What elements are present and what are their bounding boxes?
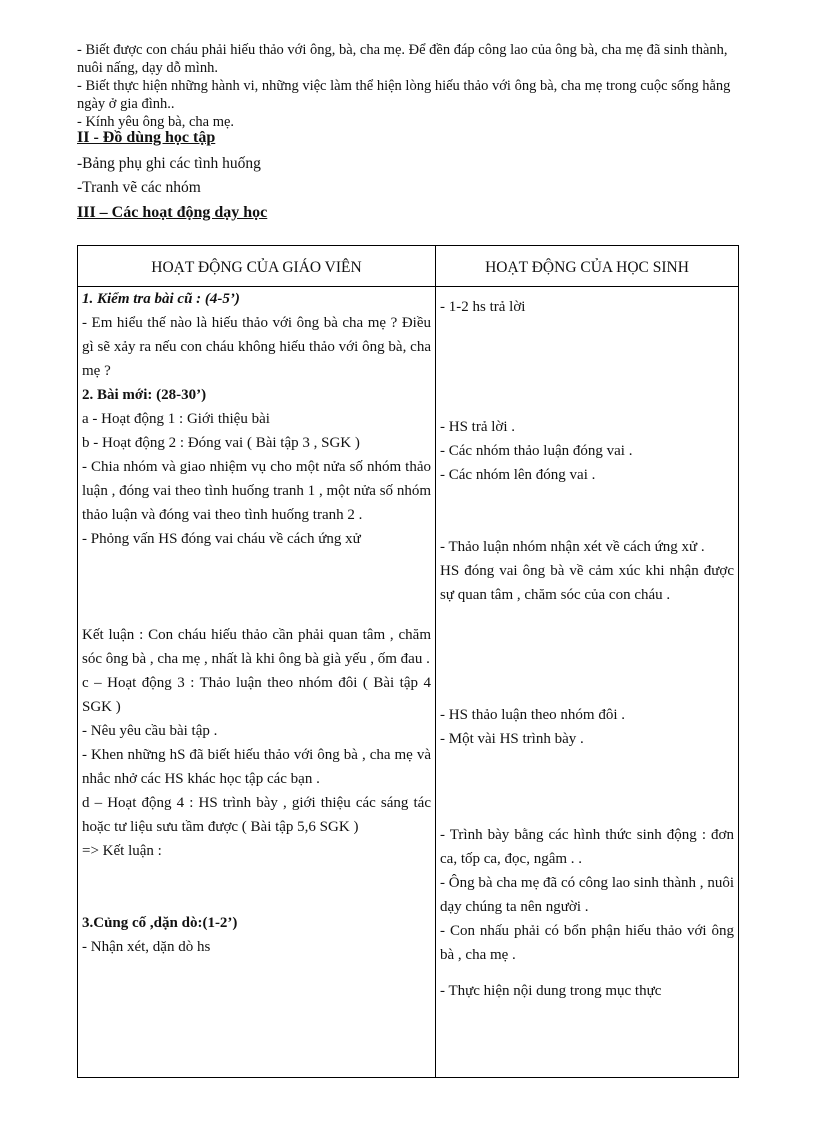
teacher-step: - Phỏng vấn HS đóng vai cháu về cách ứng xử <box>82 531 361 547</box>
student-step: - Ông bà cha mẹ đã có công lao sinh thành , nuôi dạy chúng ta nên người . <box>440 875 734 915</box>
student-step: HS đóng vai ông bà về cảm xúc khi nhận được sự quan tâm , chăm sóc của con cháu . <box>440 563 734 603</box>
teacher-step-heading: 1. Kiểm tra bài cũ : (4-5’) <box>82 291 240 307</box>
student-step: - Thảo luận nhóm nhận xét về cách ứng xử . <box>440 539 705 555</box>
teacher-step: a - Hoạt động 1 : Giới thiệu bài <box>82 411 270 427</box>
teacher-activities-cell <box>78 287 436 1078</box>
teacher-step: => Kết luận : <box>82 843 162 859</box>
teacher-step-heading: 2. Bài mới: (28-30’) <box>82 387 207 403</box>
teacher-step: - Khen những hS đã biết hiếu thảo với ông bà , cha mẹ và nhắc nhở các HS khác học tập các bạn . <box>82 747 431 787</box>
student-step: - HS trả lời . <box>440 419 516 435</box>
teacher-step-heading: 3.Củng cố ,dặn dò:(1-2’) <box>82 915 238 931</box>
spacer <box>82 863 431 911</box>
spacer <box>440 967 734 979</box>
spacer <box>440 319 734 415</box>
spacer <box>82 551 431 623</box>
student-step: - Một vài HS trình bày . <box>440 731 584 747</box>
teacher-step: c – Hoạt động 3 : Thảo luận theo nhóm đôi ( Bài tập 4 SGK ) <box>82 675 431 715</box>
table-row <box>78 287 739 1078</box>
spacer <box>440 607 734 703</box>
teacher-step: - Nhận xét, dặn dò hs <box>82 939 211 955</box>
teacher-column-header: HOẠT ĐỘNG CỦA GIÁO VIÊN <box>78 246 436 287</box>
objective-line: - Biết thực hiện những hành vi, những việc làm thể hiện lòng hiếu thảo với ông bà, cha mẹ trong cuộc sống hằng ngày ở gia đình.. <box>77 78 731 112</box>
student-step: - HS thảo luận theo nhóm đôi . <box>440 707 625 723</box>
materials-item: -Bảng phụ ghi các tình huống <box>77 155 261 172</box>
teacher-step: d – Hoạt động 4 : HS trình bày , giới thiệu các sáng tác hoặc tư liệu sưu tầm được ( Bài tập 5,6 SGK ) <box>82 795 431 835</box>
table-header-row <box>78 246 739 287</box>
objectives-text <box>77 41 742 131</box>
teacher-step: - Chia nhóm và giao nhiệm vụ cho một nửa số nhóm thảo luận , đóng vai theo tình huống tranh 1 , một nửa số nhóm thảo luận và đóng vai theo tình huống tranh 2 . <box>82 459 431 523</box>
objective-line: - Biết được con cháu phải hiếu thảo với ông, bà, cha mẹ. Để đền đáp công lao của ông bà, cha mẹ đã sinh thành, nuôi nấng, dạy dỗ mình. <box>77 42 728 76</box>
spacer <box>440 487 734 535</box>
student-column-header: HOẠT ĐỘNG CỦA HỌC SINH <box>436 246 739 287</box>
materials-item: -Tranh vẽ các nhóm <box>77 179 201 196</box>
student-activities-cell <box>436 287 739 1078</box>
teacher-step: - Nêu yêu cầu bài tập . <box>82 723 218 739</box>
section-heading-activities: III – Các hoạt động dạy học <box>77 204 268 221</box>
spacer <box>440 751 734 823</box>
student-step: - 1-2 hs trả lời <box>440 299 526 315</box>
objective-line: - Kính yêu ông bà, cha mẹ. <box>77 114 235 130</box>
section-heading-materials: II - Đồ dùng học tập <box>77 129 216 146</box>
teacher-step: Kết luận : Con cháu hiếu thảo cần phải quan tâm , chăm sóc ông bà , cha mẹ , nhất là khi ông bà già yếu , ốm đau . <box>82 627 431 667</box>
student-step: - Các nhóm thảo luận đóng vai . <box>440 443 633 459</box>
student-step: - Con nhấu phải có bổn phận hiếu thảo với ông bà , cha mẹ . <box>440 923 734 963</box>
teacher-step: - Em hiểu thế nào là hiếu thảo với ông bà cha mẹ ? Điều gì sẽ xảy ra nếu con cháu không hiếu thảo với ông bà, cha mẹ ? <box>82 315 431 379</box>
teacher-step: b - Hoạt động 2 : Đóng vai ( Bài tập 3 , SGK ) <box>82 435 360 451</box>
spacer <box>440 287 734 295</box>
student-step: - Thực hiện nội dung trong mục thực <box>440 983 662 999</box>
student-step: - Trình bày bằng các hình thức sinh động : đơn ca, tốp ca, đọc, ngâm . . <box>440 827 734 867</box>
student-step: - Các nhóm lên đóng vai . <box>440 467 596 483</box>
lesson-plan-table <box>77 245 739 1078</box>
